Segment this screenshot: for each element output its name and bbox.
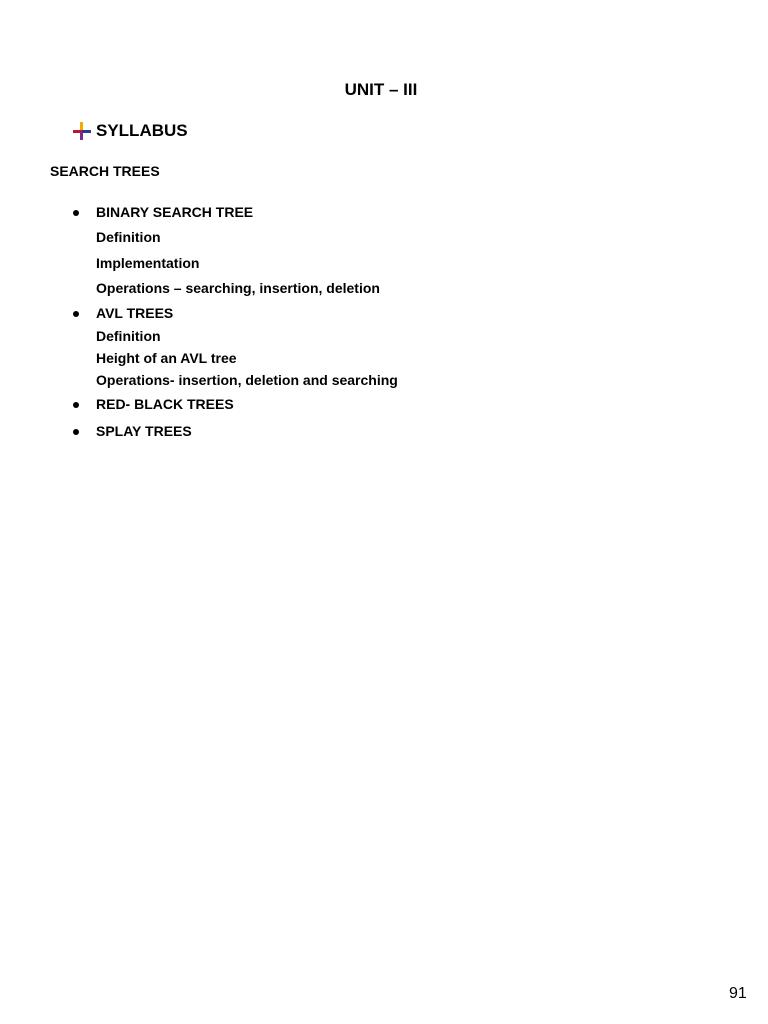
topic-subitem: Operations- insertion, deletion and searching (96, 372, 398, 388)
syllabus-label: SYLLABUS (96, 121, 188, 140)
topic-title: RED- BLACK TREES (96, 396, 234, 412)
bullet-icon (73, 210, 79, 216)
section-title: SEARCH TREES (50, 163, 160, 179)
topic-subitem: Definition (96, 328, 161, 344)
page-number: 91 (729, 985, 747, 1002)
topic-title: AVL TREES (96, 305, 174, 321)
syllabus-plus-icon (73, 122, 91, 140)
topic-subitem: Operations – searching, insertion, deletion (96, 280, 380, 296)
topic-title: SPLAY TREES (96, 423, 192, 439)
unit-title: UNIT – III (344, 80, 418, 99)
syllabus-heading (73, 121, 188, 141)
bullet-icon (73, 311, 79, 317)
topic-title: BINARY SEARCH TREE (96, 204, 254, 220)
bullet-icon (73, 402, 79, 408)
topic-subitem: Implementation (96, 255, 200, 271)
topic-subitem: Definition (96, 229, 161, 245)
bullet-icon (73, 429, 79, 435)
topic-subitem: Height of an AVL tree (96, 350, 237, 366)
